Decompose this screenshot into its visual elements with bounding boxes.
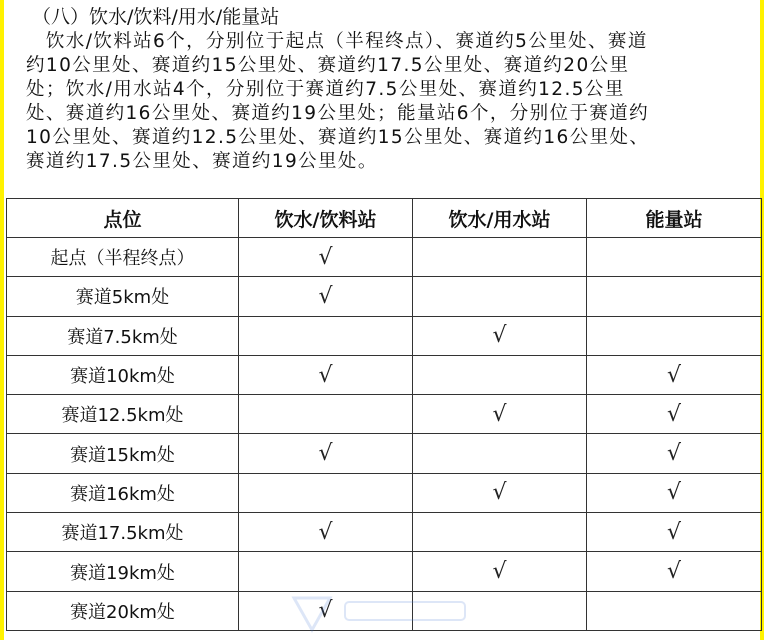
table-row [7,355,762,394]
drink-station-cell [239,591,413,630]
header-energy-station: 能量站 [587,199,762,238]
energy-station-cell [587,316,762,355]
check-mark-icon: √ [492,401,507,427]
paragraph-line: 处；饮水/用水站4个，分别位于赛道约7.5公里处、赛道约12.5公里 [26,79,625,100]
drink-station-cell [239,552,413,591]
drink-station-cell [239,277,413,316]
table-row [7,277,762,316]
check-mark-icon: √ [666,401,682,427]
check-mark-icon: √ [666,519,682,545]
drink-station-cell [239,473,413,512]
station-description [26,30,750,174]
point-cell: 赛道16km处 [7,473,239,512]
check-mark-icon: √ [492,559,507,585]
section-heading: （八）饮水/饮料/用水/能量站 [32,6,280,28]
energy-station-cell [587,277,762,316]
check-mark-icon: √ [318,441,333,467]
table-header-row [7,199,762,238]
point-cell: 赛道17.5km处 [7,513,239,552]
water-station-cell [413,316,587,355]
energy-station-cell [587,552,762,591]
paragraph-line: 赛道约17.5公里处、赛道约19公里处。 [26,151,378,172]
water-station-cell [413,277,587,316]
check-mark-icon: √ [318,283,333,309]
table-body [7,238,762,631]
point-cell: 赛道19km处 [7,552,239,591]
check-mark-icon: √ [666,362,682,388]
header-point: 点位 [7,199,239,238]
table-row [7,513,762,552]
water-station-cell [413,395,587,434]
water-station-cell [413,473,587,512]
check-mark-icon: √ [666,480,682,506]
paragraph-line: 约10公里处、赛道约15公里处、赛道约17.5公里处、赛道约20公里 [26,55,630,76]
table-row [7,591,762,630]
energy-station-cell [587,513,762,552]
check-mark-icon: √ [666,559,682,585]
drink-station-cell [239,316,413,355]
water-station-cell [413,513,587,552]
drink-station-cell [239,395,413,434]
table-row [7,395,762,434]
table-row [7,316,762,355]
table-row [7,238,762,277]
drink-station-cell [239,238,413,277]
header-water-station: 饮水/用水站 [413,199,587,238]
drink-station-cell [239,434,413,473]
check-mark-icon: √ [492,480,507,506]
point-cell: 赛道20km处 [7,591,239,630]
energy-station-cell [587,473,762,512]
water-station-cell [413,591,587,630]
point-cell: 起点（半程终点） [7,238,239,277]
table-row [7,473,762,512]
water-station-cell [413,238,587,277]
point-cell: 赛道5km处 [7,277,239,316]
header-drink-station: 饮水/饮料站 [239,199,413,238]
paragraph-line: 处、赛道约16公里处、赛道约19公里处；能量站6个，分别位于赛道约 [26,103,650,124]
check-mark-icon: √ [492,323,507,349]
energy-station-cell [587,434,762,473]
energy-station-cell [587,591,762,630]
table-row [7,434,762,473]
check-mark-icon: √ [666,441,682,467]
water-station-cell [413,355,587,394]
energy-station-cell [587,355,762,394]
table-row [7,552,762,591]
paragraph-line: 10公里处、赛道约12.5公里处、赛道约15公里处、赛道约16公里处、 [26,127,650,148]
energy-station-cell [587,395,762,434]
check-mark-icon: √ [318,362,333,388]
check-mark-icon: √ [318,244,333,270]
paragraph-line: 饮水/饮料站6个，分别位于起点（半程终点）、赛道约5公里处、赛道 [26,31,648,52]
point-cell: 赛道12.5km处 [7,395,239,434]
point-cell: 赛道15km处 [7,434,239,473]
check-mark-icon: √ [318,598,333,624]
check-mark-icon: √ [318,519,333,545]
water-station-cell [413,434,587,473]
point-cell: 赛道7.5km处 [7,316,239,355]
water-station-cell [413,552,587,591]
drink-station-cell [239,513,413,552]
energy-station-cell [587,238,762,277]
drink-station-cell [239,355,413,394]
station-table [6,198,762,631]
point-cell: 赛道10km处 [7,355,239,394]
